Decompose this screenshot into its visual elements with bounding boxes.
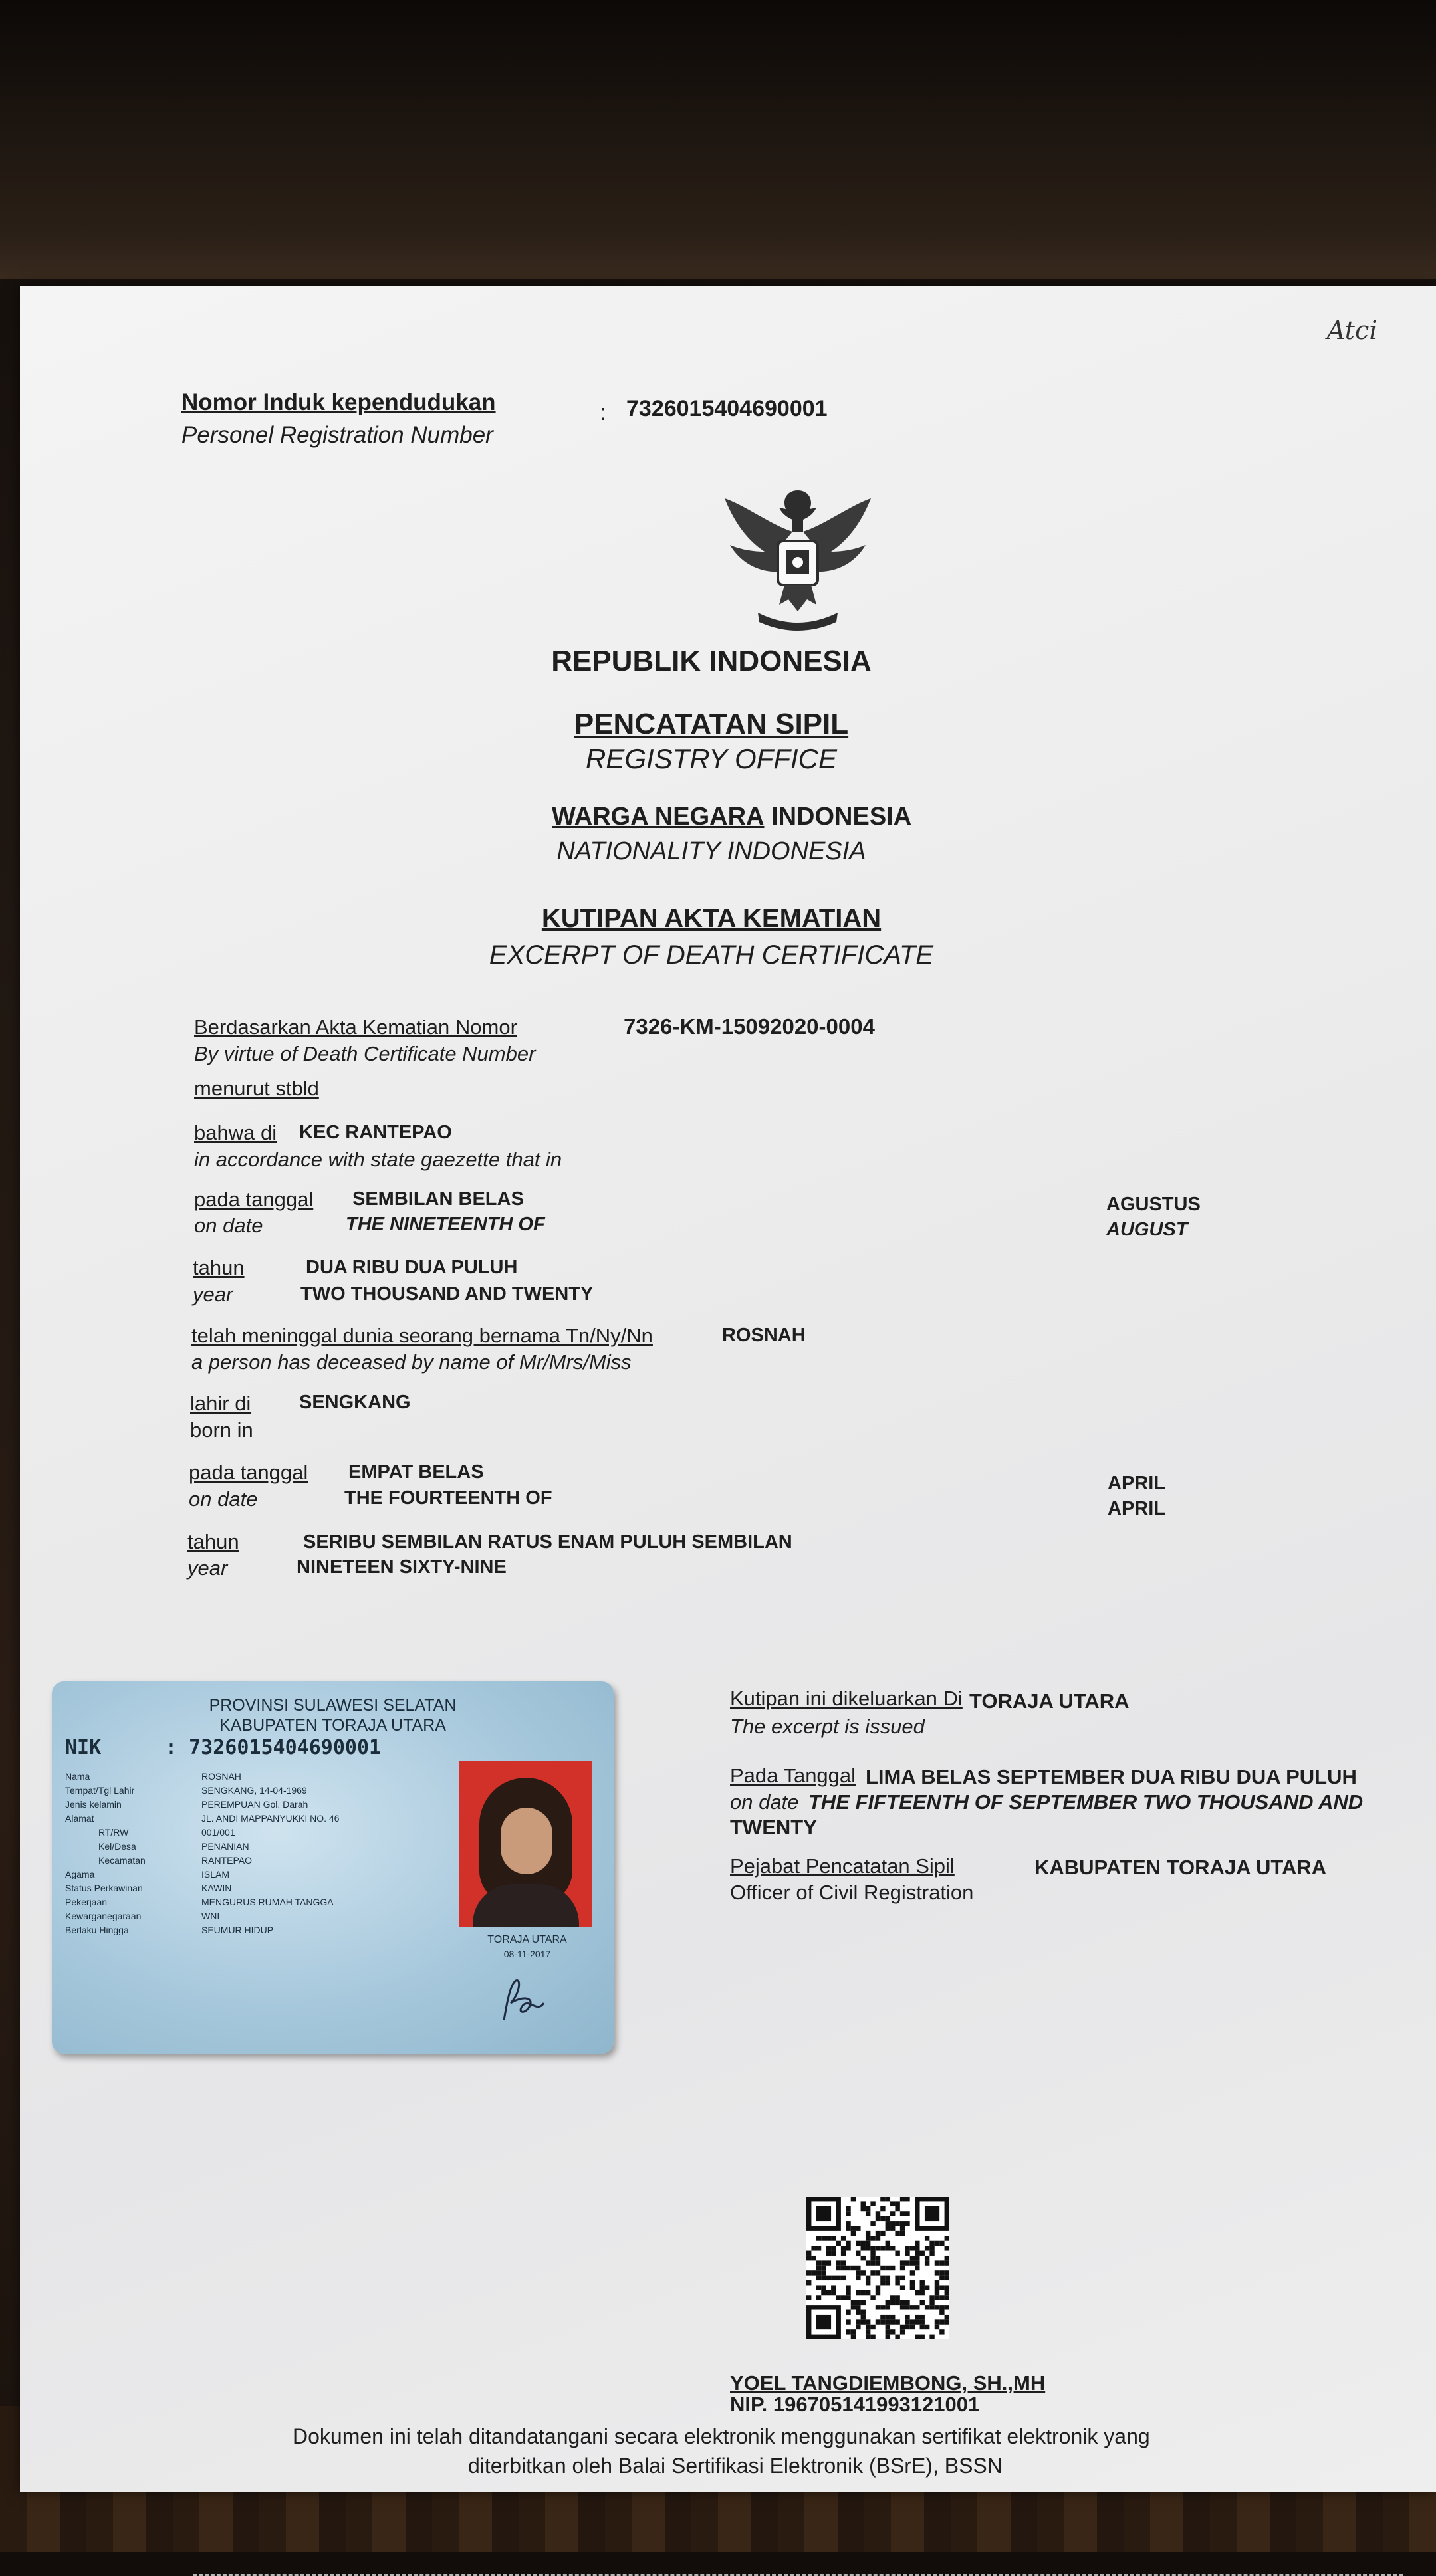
id-card-province: PROVINSI SULAWESI SELATAN [209,1696,457,1715]
signer-nip: NIP. 196705141993121001 [730,2393,980,2416]
name-label-en: a person has deceased by name of Mr/Mrs/Miss [191,1350,632,1374]
id-card-row-value: SEUMUR HIDUP [201,1925,274,1935]
issue-place-value: TORAJA UTARA [969,1689,1130,1713]
id-card-nik-value: : 7326015404690001 [165,1736,382,1759]
id-card-row-value: JL. ANDI MAPPANYUKKI NO. 46 [201,1813,340,1824]
nik-label-en: Personel Registration Number [181,422,493,448]
at-value: KEC RANTEPAO [299,1122,452,1143]
background-top [0,0,1436,279]
issue-date-value-en: THE FIFTEENTH OF SEPTEMBER TWO THOUSAND AND [808,1790,1364,1814]
id-card-row-label: Tempat/Tgl Lahir [65,1785,135,1796]
officer-value: KABUPATEN TORAJA UTARA [1034,1856,1327,1879]
death-year-value: DUA RIBU DUA PULUH [306,1257,518,1278]
birth-day-value: EMPAT BELAS [348,1461,484,1483]
id-card-row-value: SENGKANG, 14-04-1969 [201,1785,307,1796]
born-label: lahir di [190,1392,251,1415]
id-card-row-value: ISLAM [201,1869,230,1879]
document-title: KUTIPAN AKTA KEMATIAN [541,904,882,933]
cert-no-label: Berdasarkan Akta Kematian Nomor [194,1016,517,1039]
at-label: bahwa di [194,1121,277,1144]
republic-title: REPUBLIK INDONESIA [551,645,872,677]
id-card-issue-place: TORAJA UTARA [487,1934,567,1945]
nik-colon: : [600,400,606,425]
id-card-row-label: Status Perkawinan [65,1883,143,1893]
born-label-en: born in [190,1418,253,1442]
officer-label-en: Officer of Civil Registration [730,1881,974,1904]
birth-month: APRIL [1108,1473,1165,1494]
death-certificate-paper [20,286,1436,2492]
nik-value: 7326015404690001 [626,396,828,421]
id-card-issue-date: 08-11-2017 [503,1949,551,1959]
death-year-value-en: TWO THOUSAND AND TWENTY [300,1283,594,1305]
id-card-row-label: Kewarganegaraan [65,1911,142,1921]
birth-day-label: pada tanggal [189,1461,308,1484]
office-title-en: REGISTRY OFFICE [585,743,838,774]
death-month: AGUSTUS [1106,1194,1201,1215]
nik-label: Nomor Induk kependudukan [181,389,496,415]
death-year-label-en: year [193,1283,233,1306]
birth-day-value-en: THE FOURTEENTH OF [344,1487,552,1509]
qr-code-icon [806,2197,949,2339]
id-card-row-label: Kecamatan [98,1855,146,1866]
issue-place-label-en: The excerpt is issued [730,1715,925,1738]
signer-name: YOEL TANGDIEMBONG, SH.,MH [730,2371,1046,2395]
cert-no-value: 7326-KM-15092020-0004 [624,1014,875,1039]
id-card-signature-icon [491,1974,550,2027]
death-year-label: tahun [193,1256,245,1279]
id-card-row-label: Pekerjaan [65,1897,108,1907]
nationality-label: WARGA NEGARA [552,803,765,831]
id-card-row-value: PENANIAN [201,1841,249,1852]
id-card-row-label: Nama [65,1771,90,1782]
death-day-label-en: on date [194,1214,263,1237]
id-card-row-label: Jenis kelamin [65,1799,122,1810]
birth-year-value-en: NINETEEN SIXTY-NINE [297,1556,507,1578]
birth-year-label-en: year [187,1556,228,1580]
id-card-row-label: Agama [65,1869,95,1879]
photo-face [501,1808,552,1874]
nationality-en: NATIONALITY INDONESIA [556,837,866,865]
id-card-nik-label: NIK [65,1736,102,1759]
officer-label: Pejabat Pencatatan Sipil [730,1854,955,1878]
name-label: telah meninggal dunia seorang bernama Tn/Ny/Nn [191,1324,653,1347]
name-value: ROSNAH [722,1325,806,1346]
id-card-row-label: Kel/Desa [98,1841,136,1852]
handwritten-note: Atci [1327,316,1377,345]
death-day-value-en: THE NINETEENTH OF [346,1214,545,1235]
garuda-emblem-icon [718,485,878,635]
office-title: PENCATATAN SIPIL [574,708,849,740]
birth-day-label-en: on date [189,1487,258,1511]
id-card [52,1681,614,2054]
born-value: SENGKANG [299,1392,411,1413]
footer-line-2: diterbitkan oleh Balai Sertifikasi Elektronik (BSrE), BSSN [468,2454,1003,2478]
nationality-line [552,803,911,831]
cert-no-label-en: By virtue of Death Certificate Number [194,1042,536,1065]
id-card-row-label: RT/RW [98,1827,129,1838]
at-label-en: in accordance with state gaezette that in [194,1148,562,1171]
id-card-row-value: ROSNAH [201,1771,241,1782]
id-card-photo [459,1761,592,1927]
death-day-label: pada tanggal [194,1188,314,1211]
id-card-row-value: 001/001 [201,1827,235,1838]
id-card-row-value: PEREMPUAN Gol. Darah [201,1799,308,1810]
issue-place-label: Kutipan ini dikeluarkan Di [730,1687,963,1710]
document-title-en: EXCERPT OF DEATH CERTIFICATE [489,940,934,970]
id-card-regency: KABUPATEN TORAJA UTARA [219,1716,446,1735]
id-card-row-value: MENGURUS RUMAH TANGGA [201,1897,334,1907]
id-card-row-label: Berlaku Hingga [65,1925,129,1935]
death-month-en: AUGUST [1106,1219,1188,1240]
birth-month-en: APRIL [1108,1498,1165,1519]
birth-year-label: tahun [187,1530,239,1553]
id-card-row-value: KAWIN [201,1883,232,1893]
footer-line-1: Dokumen ini telah ditandatangani secara elektronik menggunakan sertifikat elektronik yang [293,2424,1150,2448]
issue-date-label: Pada Tanggal [730,1764,856,1787]
id-card-row-value: WNI [201,1911,220,1921]
issue-date-value-en-2: TWENTY [730,1816,817,1839]
issue-date-label-en: on date [730,1790,799,1814]
nationality-value: INDONESIA [771,803,912,831]
id-card-row-label: Alamat [65,1813,94,1824]
issue-date-value: LIMA BELAS SEPTEMBER DUA RIBU DUA PULUH [866,1765,1357,1788]
death-day-value: SEMBILAN BELAS [352,1188,524,1210]
stbld-label: menurut stbld [194,1077,319,1100]
id-card-row-value: RANTEPAO [201,1855,252,1866]
birth-year-value: SERIBU SEMBILAN RATUS ENAM PULUH SEMBILAN [303,1531,792,1553]
